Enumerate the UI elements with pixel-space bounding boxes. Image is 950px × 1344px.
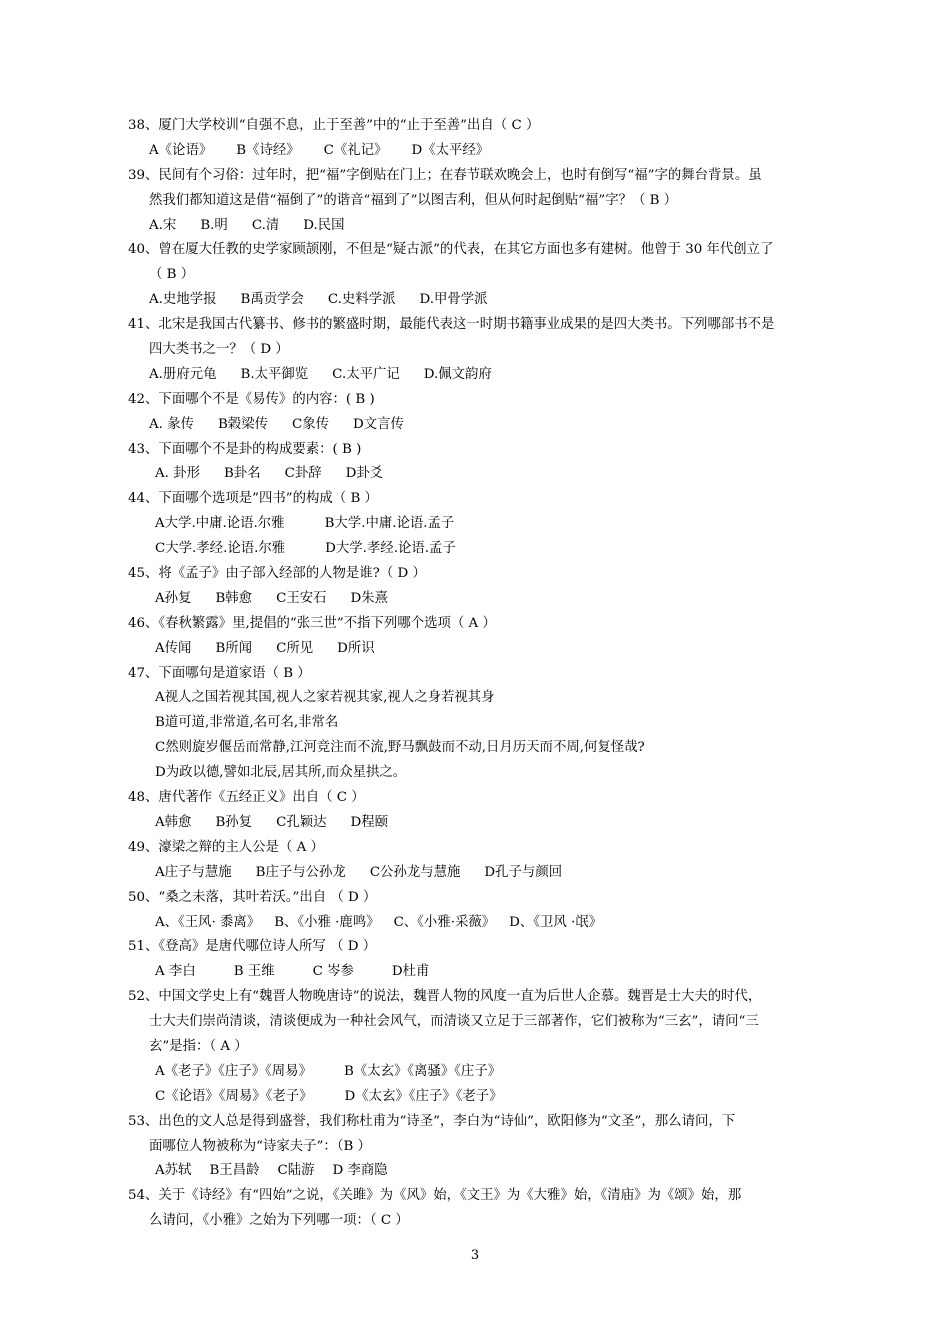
question-41: 41、北宋是我国古代纂书、修书的繁盛时期，最能代表这一时期书籍事业成果的是四大类书。下列哪部书不是 [128, 317, 775, 333]
option-47-a: A视人之国若视其国,视人之家若视其家,视人之身若视其身 [155, 690, 495, 706]
option: C.太平广记 [332, 366, 400, 382]
option: A、《王风· 黍离》 [155, 914, 261, 930]
option: A庄子与慧施 [155, 864, 232, 880]
options-43 [128, 462, 828, 487]
option: B 王维 [233, 964, 275, 980]
option: D《太玄》《庄子》《老子》 [344, 1088, 503, 1104]
option: A《论语》 [149, 142, 213, 158]
options-42 [128, 413, 828, 438]
options-51 [128, 960, 828, 985]
option: A韩愈 [155, 814, 192, 830]
option: B孙复 [215, 814, 253, 830]
options-38 [128, 139, 828, 164]
options-41 [128, 363, 828, 388]
option: B.太平御览 [240, 366, 309, 382]
option: C公孙龙与慧施 [369, 864, 461, 880]
option: A 李白 [155, 964, 196, 980]
option: C、《小雅·采薇》 [393, 914, 496, 930]
option: B所闻 [215, 640, 253, 656]
option: A. 卦形 [155, 466, 200, 482]
question-53: 53、出色的文人总是得到盛誉，我们称杜甫为“诗圣”，李白为“诗仙”，欧阳修为“文圣”，那么请问，下 [128, 1113, 736, 1129]
option: D.佩文韵府 [423, 366, 492, 382]
options-52-row2 [128, 1085, 828, 1110]
question-49: 49、濠梁之辩的主人公是（ A ） [128, 839, 324, 855]
option: C.史料学派 [327, 292, 396, 308]
option: A.宋 [149, 217, 177, 233]
option: A传闻 [155, 640, 192, 656]
options-50 [128, 911, 828, 936]
options-46 [128, 637, 828, 662]
option: B王昌龄 [209, 1163, 260, 1179]
option: C王安石 [276, 590, 327, 606]
option: D杜甫 [391, 964, 430, 980]
option: C《礼记》 [323, 142, 388, 158]
option: D朱熹 [350, 590, 389, 606]
option: B韩愈 [215, 590, 253, 606]
option: D卦爻 [345, 466, 384, 482]
option: C所见 [276, 640, 314, 656]
option: A孙复 [155, 590, 192, 606]
question-52-cont: 士大夫们崇尚清谈，清谈便成为一种社会风气，而清谈又立足于三部著作，它们被称为“三玄”，请问“三 [149, 1014, 759, 1030]
options-45 [128, 587, 828, 612]
options-40 [128, 288, 828, 313]
question-39-cont: 然我们都知道这是借“福倒了”的谐音“福到了”以图吉利，但从何时起倒贴“福”字？（ B ） [149, 192, 678, 208]
option: B榖梁传 [217, 416, 268, 432]
options-53 [128, 1159, 828, 1184]
option: C《论语》《周易》《老子》 [155, 1088, 313, 1104]
option: D.甲骨学派 [419, 292, 488, 308]
question-47: 47、下面哪句是道家语（ B ） [128, 665, 311, 681]
question-42: 42、下面哪个不是《易传》的内容：( B ) [128, 391, 375, 407]
question-38: 38、厦门大学校训“自强不息，止于至善”中的“止于至善”出自（ C ） [128, 118, 540, 133]
question-50: 50、“桑之未落，其叶若沃。”出自 （ D ） [128, 889, 377, 905]
question-40: 40、曾在厦大任教的史学家顾颉刚，不但是“疑古派”的代表，在其它方面也多有建树。他曾于 30 年代创立了 [128, 242, 774, 258]
option: B大学.中庸.论语.孟子 [324, 516, 455, 532]
option: D孔子与颜回 [484, 864, 563, 880]
option: D大学.孝经.论语.孟子 [325, 541, 456, 557]
question-44: 44、下面哪个选项是”四书”的构成（ B ） [128, 491, 378, 507]
question-48: 48、唐代著作《五经正义》出自（ C ） [128, 790, 365, 806]
option: D、《卫风 ·氓》 [509, 914, 603, 930]
option: B《诗经》 [236, 142, 300, 158]
option: C陆游 [277, 1163, 315, 1179]
question-list [128, 114, 828, 1234]
option: A.册府元龟 [149, 366, 217, 382]
question-40-cont: （ B ） [149, 267, 195, 283]
options-39 [128, 214, 828, 239]
option: A苏轼 [155, 1163, 192, 1179]
question-54-cont: 么请问，《小雅》之始为下列哪一项：（ C ） [149, 1213, 409, 1229]
option: B卦名 [223, 466, 261, 482]
question-45: 45、将《孟子》由子部入经部的人物是谁?（ D ） [128, 566, 426, 582]
option: C.清 [251, 217, 280, 233]
option: A. 彖传 [149, 416, 194, 432]
question-53-cont: 面哪位人物被称为“诗家夫子”：（B ） [149, 1138, 371, 1154]
option: D.民国 [303, 217, 345, 233]
option: D程颐 [350, 814, 389, 830]
options-49 [128, 861, 828, 886]
option: A《老子》《庄子》《周易》 [155, 1063, 312, 1079]
option: B、《小雅 ·鹿鸣》 [274, 914, 380, 930]
question-39: 39、民间有个习俗：过年时，把“福”字倒贴在门上；在春节联欢晚会上，也时有倒写“福”字的舞台背景。虽 [128, 167, 762, 183]
question-52: 52、中国文学史上有“魏晋人物晚唐诗”的说法，魏晋人物的风度一直为后世人企慕。魏晋是士大夫的时代， [128, 989, 762, 1005]
option: B《太玄》《离骚》《庄子》 [343, 1063, 502, 1079]
option: B庄子与公孙龙 [255, 864, 346, 880]
option: C大学.孝经.论语.尔雅 [155, 541, 286, 557]
option: C 岑参 [312, 964, 354, 980]
option: D 李商隐 [332, 1163, 388, 1179]
option: A大学.中庸.论语.尔雅 [155, 516, 285, 532]
option: D所识 [337, 640, 375, 656]
question-52-cont2: 玄”是指：（ A ） [149, 1038, 248, 1054]
question-43: 43、下面哪个不是卦的构成要素：( B ) [128, 441, 362, 457]
option: A.史地学报 [149, 292, 217, 308]
question-51: 51、《登高》是唐代哪位诗人所写 （ D ） [128, 939, 377, 955]
option: B禹贡学会 [240, 292, 304, 308]
option-47-d: D为政以德,譬如北辰,居其所,而众星拱之。 [155, 765, 407, 781]
options-44-row1 [128, 512, 828, 537]
question-41-cont: 四大类书之一？（ D ） [149, 342, 289, 358]
page-number: 3 [470, 1248, 480, 1263]
question-46: 46、《春秋繁露》里,提倡的“张三世”不指下列哪个选项（ A ） [128, 615, 496, 631]
question-54: 54、关于《诗经》有“四始”之说，《关雎》为《风》始，《文王》为《大雅》始，《清庙》为《颂》始，那 [128, 1188, 742, 1204]
option: C孔颖达 [276, 814, 327, 830]
option: C卦辞 [284, 466, 322, 482]
option-47-b: B道可道,非常道,名可名,非常名 [155, 715, 339, 731]
options-44-row2 [128, 537, 828, 562]
option: D《太平经》 [411, 142, 490, 158]
options-48 [128, 811, 828, 836]
options-52-row1 [128, 1060, 828, 1085]
option: C象传 [291, 416, 330, 432]
option: D文言传 [353, 416, 404, 432]
option: B.明 [200, 217, 228, 233]
option-47-c: C然则旋岁偃岳而常静,江河竞注而不流,野马飘鼓而不动,日月历天而不周,何复怪哉? [155, 740, 645, 756]
